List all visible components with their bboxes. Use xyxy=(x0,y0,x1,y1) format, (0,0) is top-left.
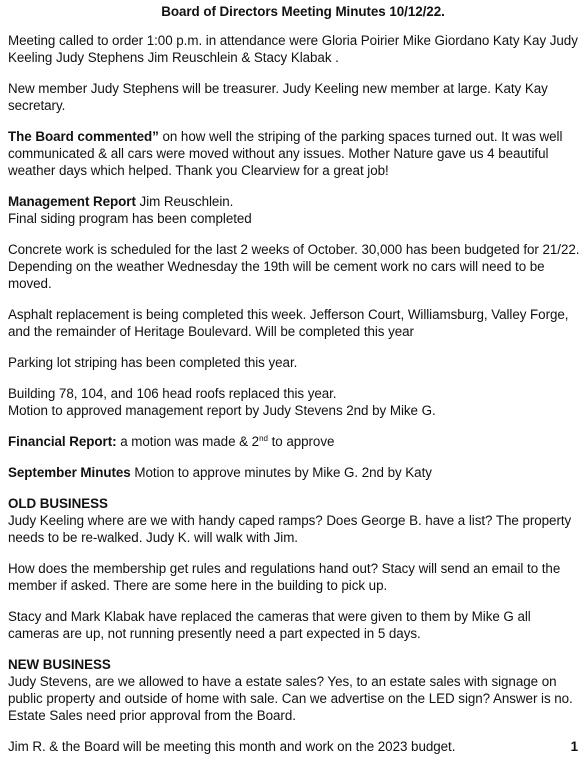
old-business-p2: How does the membership get rules and regulations hand out? Stacy will send an email to the member if asked. There are some here in the building to pick up. xyxy=(8,561,561,593)
concrete-paragraph: Concrete work is scheduled for the last 2 weeks of October. 30,000 has been budgeted for 21/22. Depending on the weather Wednesday the 19th will be cement work no cars will need to be moved. xyxy=(8,242,580,291)
old-business-heading: OLD BUSINESS xyxy=(8,496,108,511)
financial-report-paragraph xyxy=(8,433,582,450)
board-commented-text: on how well the striping of the parking spaces turned out. It was well communicated & all cars were moved without any issues. Mother Nature gave us 4 beautiful weather days which helped. Thank you Clearview for a great job! xyxy=(8,129,563,178)
september-minutes-paragraph xyxy=(8,464,582,481)
asphalt-paragraph: Asphalt replacement is being completed this week. Jefferson Court, Williamsburg, Valley Forge, and the remainder of Heritage Boulevard. Will be completed this year xyxy=(8,307,569,339)
new-business-heading: NEW BUSINESS xyxy=(8,657,111,672)
financial-report-text-after: to approve xyxy=(267,434,335,449)
document-title: Board of Directors Meeting Minutes 10/12/22. xyxy=(161,4,445,19)
minutes-document xyxy=(8,3,582,755)
new-member-paragraph: New member Judy Stephens will be treasurer. Judy Keeling new member at large. Katy Kay secretary. xyxy=(8,81,548,113)
new-business-p1 xyxy=(8,656,582,724)
striping-paragraph: Parking lot striping has been completed this year. xyxy=(8,355,298,370)
september-minutes-label: September Minutes xyxy=(8,465,131,480)
financial-report-text: a motion was made & 2 xyxy=(116,434,260,449)
management-report-label: Management Report xyxy=(8,194,136,209)
roofs-paragraph xyxy=(8,385,582,419)
old-business-p1 xyxy=(8,495,582,546)
board-commented-paragraph xyxy=(8,128,582,179)
page-number: 1 xyxy=(570,739,578,754)
old-business-p1-text: Judy Keeling where are we with handy caped ramps? Does George B. have a list? The property needs to be re-walked. Judy K. will walk with Jim. xyxy=(8,513,572,545)
roofs-line2: Motion to approved management report by Judy Stevens 2nd by Mike G. xyxy=(8,403,436,418)
new-business-p1-text: Judy Stevens, are we allowed to have a estate sales? Yes, to an estate sales with signage on public property and outside of home with sale. Can we advertise on the LED sign? Answer is no. Estate Sales need prior approval from the Board. xyxy=(8,674,573,723)
financial-report-superscript: nd xyxy=(259,434,268,443)
old-business-p3: Stacy and Mark Klabak have replaced the cameras that were given to them by Mike G all cameras are up, not running presently need a part expected in 5 days. xyxy=(8,609,531,641)
board-commented-label: The Board commented” xyxy=(8,129,159,144)
management-report-paragraph xyxy=(8,193,582,227)
september-minutes-text: Motion to approve minutes by Mike G. 2nd by Katy xyxy=(130,465,432,480)
new-business-p2-text: Jim R. & the Board will be meeting this month and work on the 2023 budget. xyxy=(8,739,456,754)
new-business-p2 xyxy=(8,738,582,755)
management-report-text: Jim Reuschlein. xyxy=(135,194,234,209)
roofs-line1: Building 78, 104, and 106 head roofs replaced this year. xyxy=(8,386,337,401)
financial-report-label: Financial Report: xyxy=(8,434,117,449)
call-to-order-paragraph: Meeting called to order 1:00 p.m. in attendance were Gloria Poirier Mike Giordano Katy Kay Judy Keeling Judy Stephens Jim Reuschlein & Stacy Klabak . xyxy=(8,33,578,65)
management-report-line2: Final siding program has been completed xyxy=(8,211,252,226)
